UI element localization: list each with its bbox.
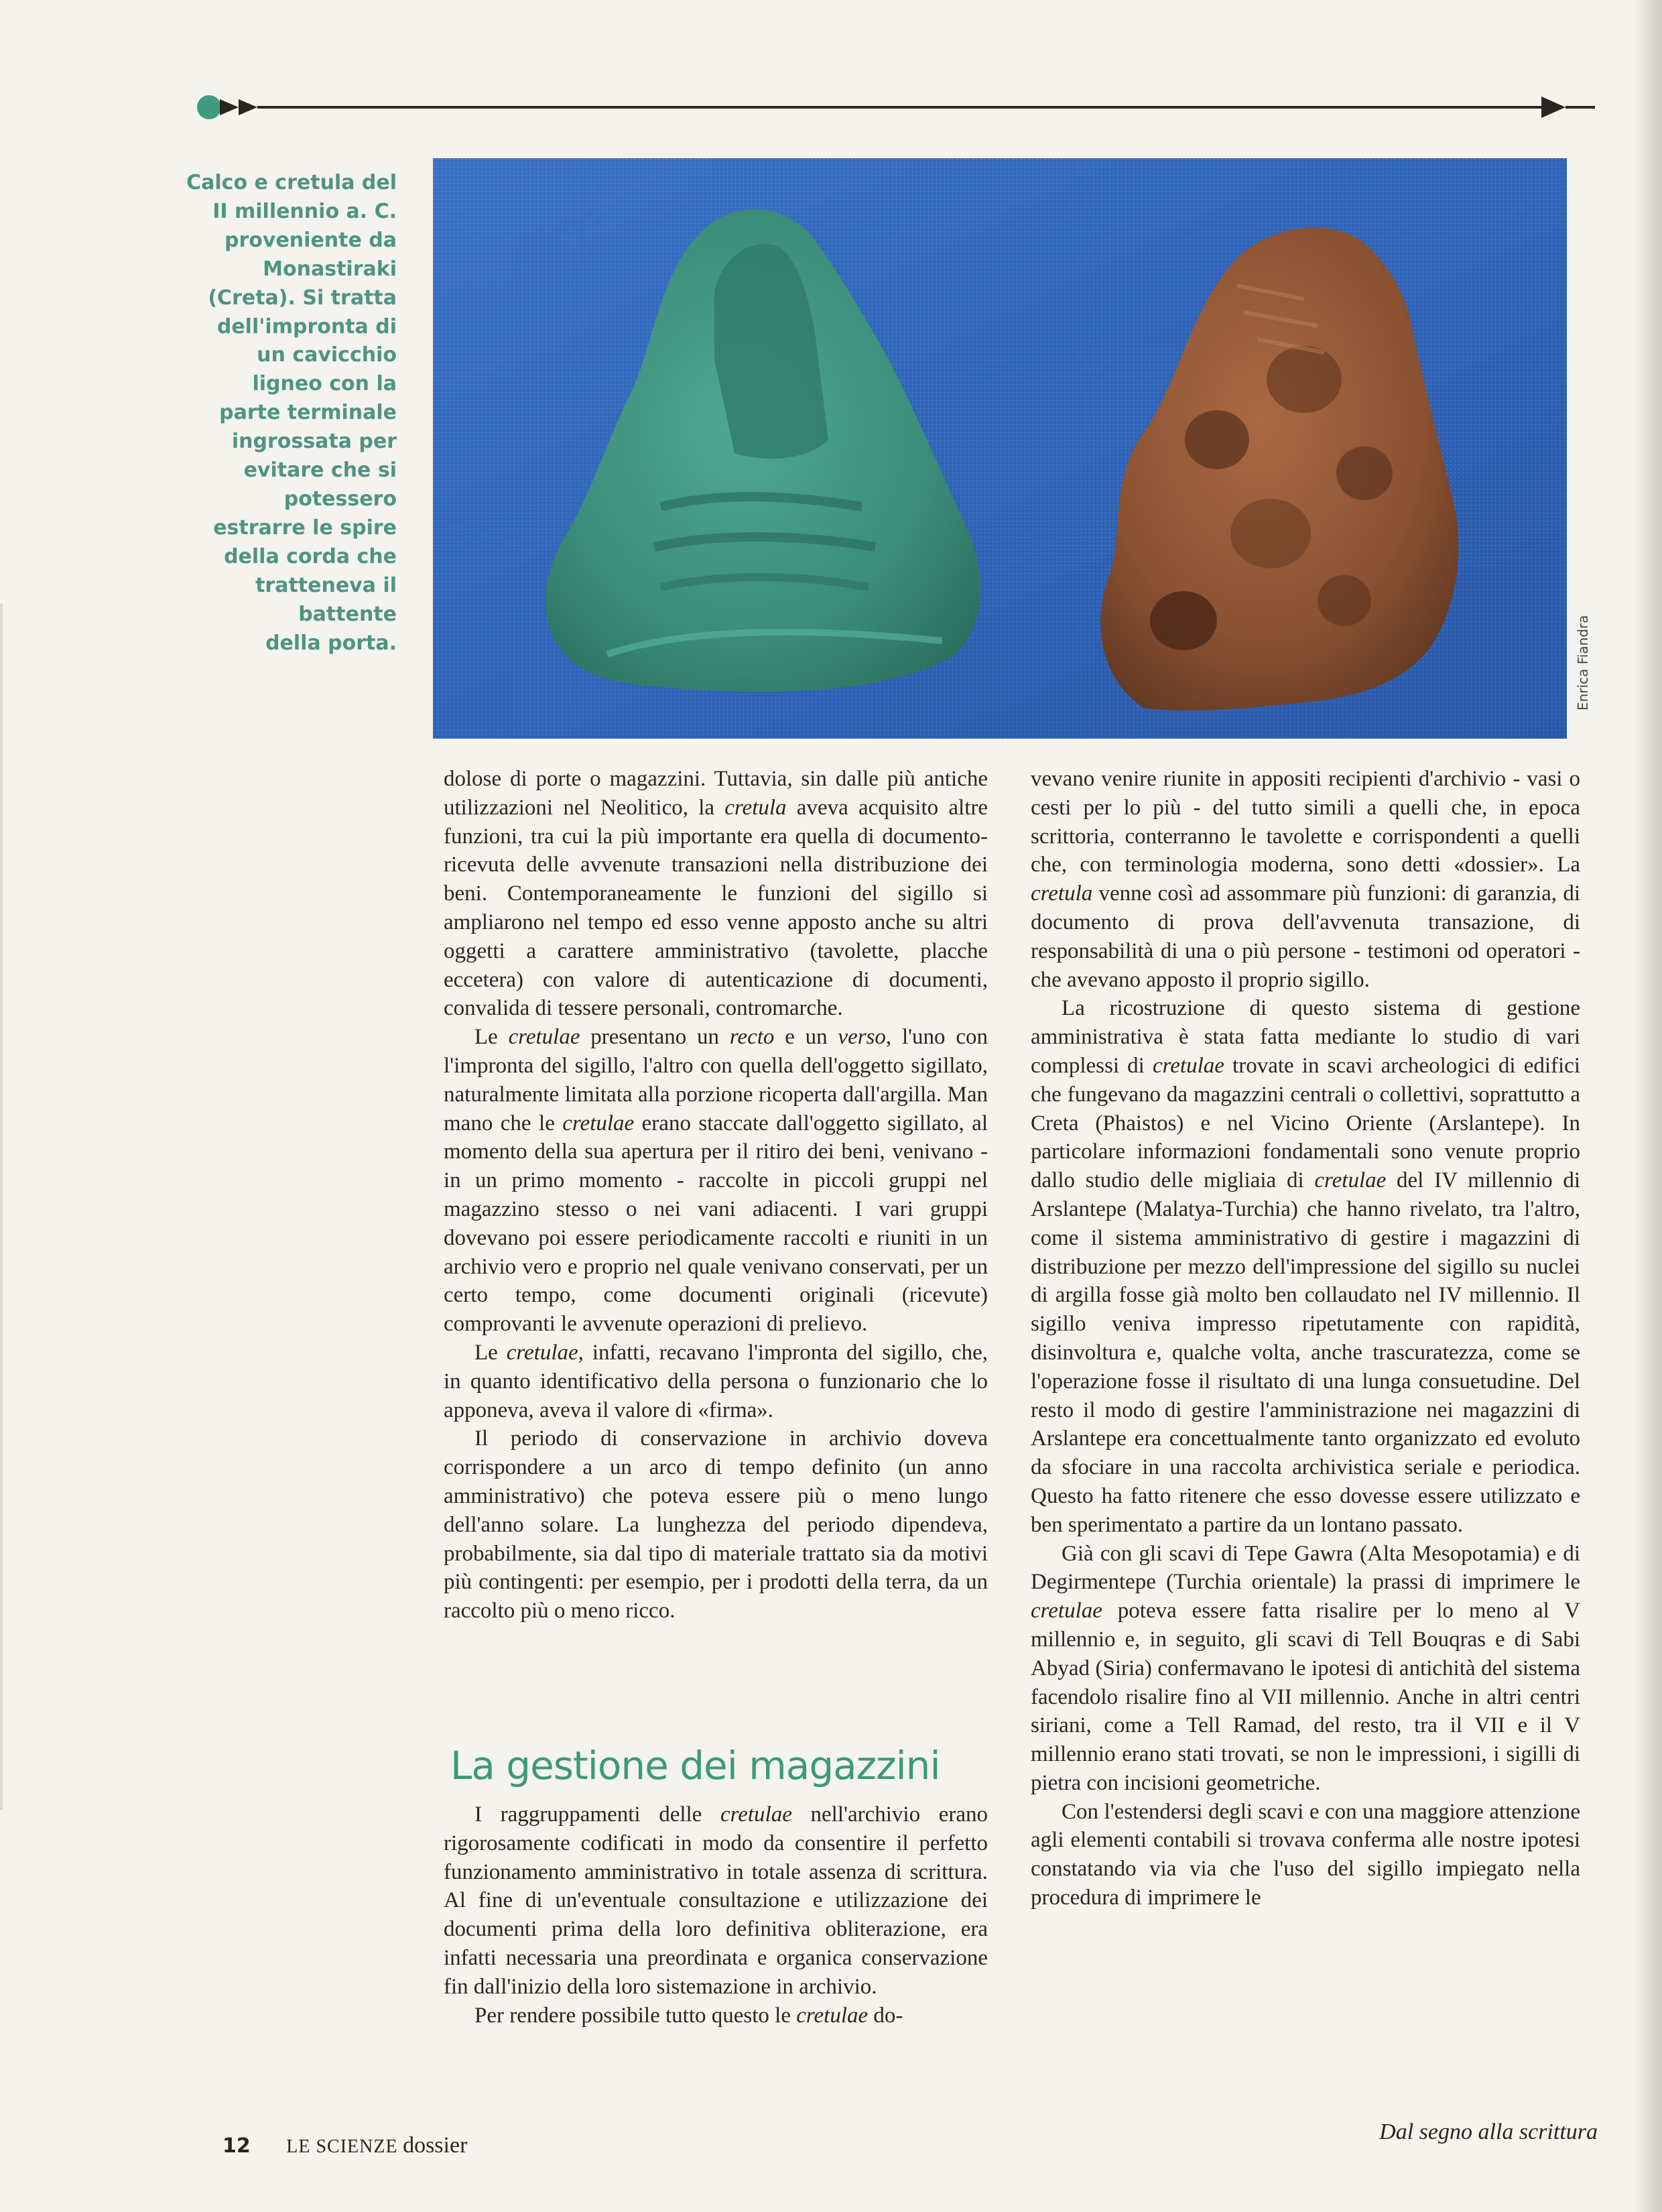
photo-credit: Enrica Fiandra xyxy=(1575,615,1591,711)
caption-line: evitare che si xyxy=(243,458,397,483)
caption-line: estrarre le spire xyxy=(213,515,397,540)
caption-line: Monastiraki xyxy=(263,257,397,281)
body-column-left-bottom xyxy=(444,1800,988,2030)
footer-left xyxy=(222,2133,467,2158)
caption-line: ingrossata per xyxy=(231,430,397,454)
paragraph: I raggruppamenti delle cretulae nell'archivio erano rigorosamente codificati in modo da consentire il perfetto funzionamento amministrativo in totale assenza di scrittura. Al fine di un'eventuale consultazione e utilizzazione dei documenti prima della loro definitiva obliterazione, era infatti necessaria una preordinata e organica conservazione fin dall'inizio della loro sistemazione in archivio. xyxy=(444,1802,988,1999)
page-number: 12 xyxy=(222,2134,251,2158)
caption-line: ligneo con la xyxy=(252,372,397,396)
caption-line: dell'impronta di xyxy=(216,314,397,339)
caption-line: parte terminale xyxy=(219,401,397,425)
photo-caption xyxy=(134,169,397,658)
caption-line: un cavicchio xyxy=(257,343,397,367)
caption-line: battente xyxy=(298,602,397,626)
paragraph: Con l'estendersi degli scavi e con una maggiore attenzione agli elementi contabili si trovava conferma alle nostre ipotesi constatando via via che l'uso del sigillo impiegato nella procedura di imprimere le xyxy=(1031,1799,1580,1910)
paragraph: dolose di porte o magazzini. Tuttavia, sin dalle più antiche utilizzazioni nel Neolitico, la cretula aveva acquisito altre funzioni, tra cui la più importante era quella di documento-ricevuta delle avvenute transazioni nella distribuzione dei beni. Contemporaneamente le funzioni del sigillo si ampliarono nel tempo ed esso venne apposto anche su altri oggetti a carattere amministrativo (tavolette, placche eccetera) con valore di autenticazione di documenti, convalida di tessere personali, contromarche. xyxy=(444,767,988,1021)
caption-line: tratteneva il xyxy=(255,573,397,597)
paragraph: Per rendere possibile tutto questo le cretulae do- xyxy=(474,2003,903,2028)
caption-line: della corda che xyxy=(224,544,397,568)
body-column-left-top xyxy=(444,765,988,1625)
paragraph: Il periodo di conservazione in archivio doveva corrispondere a un arco di tempo definito (un anno amministrativo) che poteva essere più o meno lungo dell'anno solare. La lunghezza del periodo dipendeva, probabilmente, sia dal tipo di materiale trattato sia da motivi più contingenti: per esempio, per i prodotti della terra, da un raccolto più o meno ricco. xyxy=(444,1426,988,1623)
section-title-footer: Dal segno alla scrittura xyxy=(1379,2119,1598,2144)
paragraph: vevano venire riunite in appositi recipienti d'archivio - vasi o cesti per lo più - del tutto simili a quelli che, in epoca scrittoria, conterranno le tavolette e corrispondenti a quelli che, con terminologia moderna, sono detti «dossier». La cretula venne così ad assommare più funzioni: di garanzia, di documento di prova dell'avvenuta transazione, di responsabilità di una o più persone - testimoni od operatori - che avevano apposto il proprio sigillo. xyxy=(1031,767,1580,992)
page-edge-mark xyxy=(0,603,3,1810)
paragraph: Le cretulae presentano un recto e un verso, l'uno con l'impronta del sigillo, l'altro con quella dell'oggetto sigillato, naturalmente limitata alla porzione ricoperta dall'argilla. Man mano che le cretulae erano staccate dall'oggetto sigillato, al momento della sua apertura per il ritiro dei beni, venivano - in un primo momento - raccolte in piccoli gruppi nel magazzino stesso o nei vani adiacenti. I vari gruppi dovevano poi essere periodicamente raccolti e riuniti in un archivio vero e proprio nel quale venivano conservati, per un certo tempo, come documenti originali (ricevute) comprovanti le avvenute operazioni di prelievo. xyxy=(444,1025,988,1337)
magazine-name: LE SCIENZE xyxy=(286,2136,398,2157)
photo-cretula-and-cast xyxy=(433,158,1567,739)
paragraph: La ricostruzione di questo sistema di gestione amministrativa è stata fatta mediante lo studio di vari complessi di cretulae trovate in scavi archeologici di edifici che fungevano da magazzini centrali o collettivi, soprattutto a Creta (Phaistos) e nel Vicino Oriente (Arslantepe). In particolare informazioni fondamentali sono venute proprio dallo studio delle migliaia di cretulae del IV millennio di Arslantepe (Malatya-Turchia) che hanno rivelato, tra l'altro, come il sistema amministrativo di gestire i magazzini di distribuzione per mezzo dell'impressione del sigillo su nuclei di argilla fosse già molto ben collaudato nel IV millennio. Il sigillo veniva impresso ripetutamente con rapidità, disinvoltura e, qualche volta, anche trascuratezza, come se l'operazione fosse il risultato di una lunga consuetudine. Del resto il modo di gestire l'amministrazione nei magazzini di Arslantepe era concettualmente tanto organizzato ed evoluto da sfociare in una raccolta archivistica seriale e periodica. Questo ha fatto ritenere che esso dovesse essere utilizzato e ben sperimentato a partire da un lontano passato. xyxy=(1031,996,1580,1537)
body-column-right xyxy=(1031,765,1580,1912)
caption-line: II millennio a. C. xyxy=(212,199,397,223)
paragraph: Già con gli scavi di Tepe Gawra (Alta Mesopotamia) e di Degirmentepe (Turchia orientale) la prassi di imprimere le cretulae poteva essere fatta risalire per lo meno al V millennio e, in seguito, gli scavi di Tell Bouqras e di Sabi Abyad (Siria) confermavano le ipotesi di antichità del sistema facendolo risalire fino al VII millennio. Anche in altri centri siriani, come a Tell Ramad, del resto, tra il VII e il V millennio erano stati trovati, se non le impressioni, i sigilli di pietra con incisioni geometriche. xyxy=(1031,1541,1580,1795)
page-edge-shadow xyxy=(1633,0,1662,2212)
magazine-series: dossier xyxy=(403,2133,468,2158)
section-heading: La gestione dei magazzini xyxy=(450,1743,940,1788)
caption-line: della porta. xyxy=(265,631,397,655)
paragraph: Le cretulae, infatti, recavano l'impronta del sigillo, che, in quanto identificativo della persona o funzionario che lo apponeva, aveva il valore di «firma». xyxy=(444,1340,988,1422)
decorative-arrow-rule xyxy=(194,87,1595,127)
caption-line: Calco e cretula del xyxy=(186,171,397,194)
caption-line: potessero xyxy=(283,487,397,511)
caption-line: proveniente da xyxy=(225,228,397,252)
caption-line: (Creta). Si tratta xyxy=(208,286,397,310)
